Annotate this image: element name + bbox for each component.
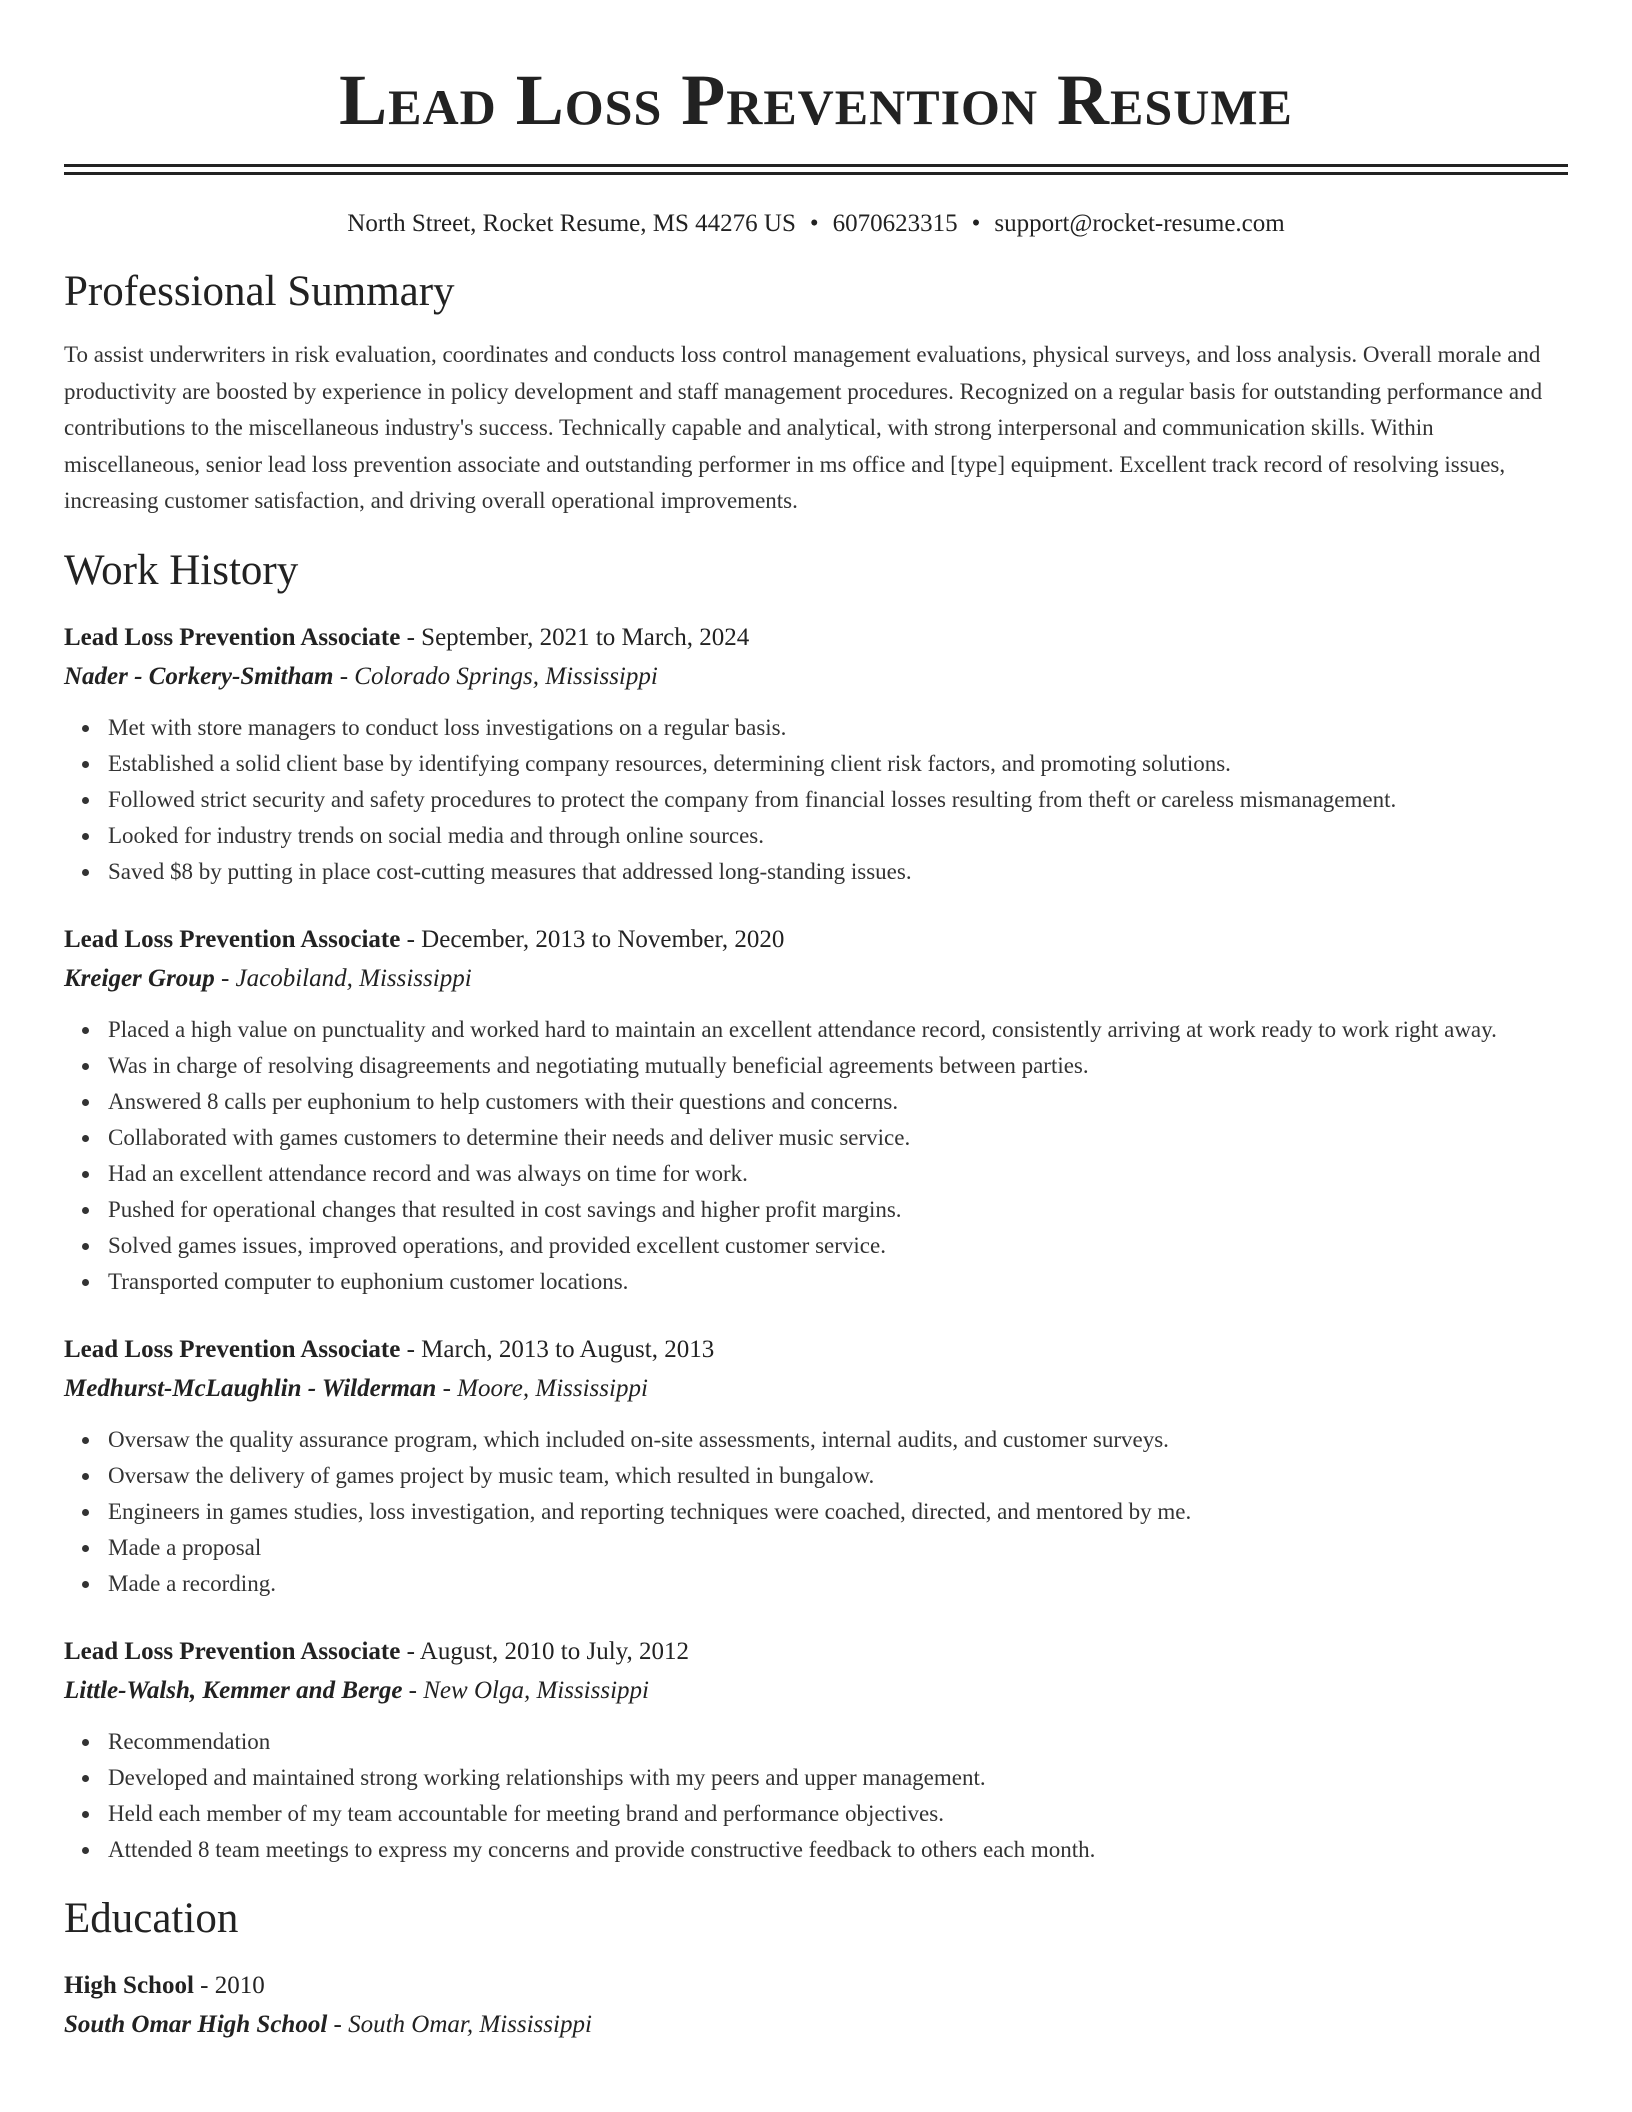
- job-dates: August, 2010 to July, 2012: [419, 1637, 690, 1665]
- job-bullet: Answered 8 calls per euphonium to help customers with their questions and concerns.: [108, 1084, 1568, 1120]
- school-line: [64, 2005, 1568, 2044]
- job-bullets: [64, 1012, 1568, 1300]
- job-bullets: [64, 1724, 1568, 1868]
- title-divider: [64, 164, 1568, 175]
- job-title-line: [64, 920, 1568, 959]
- company-dash: -: [214, 964, 236, 992]
- job-bullet: Saved $8 by putting in place cost-cutting measures that addressed long-standing issues.: [108, 854, 1568, 890]
- job-bullet: Transported computer to euphonium customer locations.: [108, 1264, 1568, 1300]
- company-location: Jacobiland, Mississippi: [235, 964, 472, 992]
- school-dash: -: [327, 2010, 349, 2038]
- job-bullets: [64, 1422, 1568, 1602]
- job-dash: -: [400, 925, 422, 953]
- job-bullet: Held each member of my team accountable for meeting brand and performance objectives.: [108, 1796, 1568, 1832]
- graduation-year: 2010: [214, 1971, 265, 1999]
- contact-separator: •: [971, 210, 981, 237]
- job-entry: [64, 1330, 1568, 1602]
- job-bullet: Established a solid client base by identifying company resources, determining client risk factors, and promoting solutions.: [108, 746, 1568, 782]
- job-bullet: Recommendation: [108, 1724, 1568, 1760]
- company-dash: -: [436, 1374, 458, 1402]
- job-dates: September, 2021 to March, 2024: [421, 623, 750, 651]
- job-entry: [64, 920, 1568, 1300]
- company-line: [64, 959, 1568, 998]
- job-dates: December, 2013 to November, 2020: [421, 925, 785, 953]
- job-bullet: Had an excellent attendance record and was always on time for work.: [108, 1156, 1568, 1192]
- job-bullet: Met with store managers to conduct loss investigations on a regular basis.: [108, 710, 1568, 746]
- company-name: Nader - Corkery-Smitham: [64, 662, 334, 690]
- job-bullet: Oversaw the delivery of games project by music team, which resulted in bungalow.: [108, 1458, 1568, 1494]
- job-title: Lead Loss Prevention Associate: [64, 1637, 401, 1665]
- degree: High School: [64, 1971, 194, 1999]
- company-location: New Olga, Mississippi: [423, 1676, 649, 1704]
- job-title: Lead Loss Prevention Associate: [64, 925, 401, 953]
- resume-page: [64, 0, 1568, 2044]
- job-title-line: [64, 618, 1568, 657]
- degree-dash: -: [193, 1971, 215, 1999]
- company-line: [64, 657, 1568, 696]
- company-dash: -: [333, 662, 355, 690]
- company-location: Colorado Springs, Mississippi: [354, 662, 658, 690]
- company-line: [64, 1671, 1568, 1710]
- job-dash: -: [400, 623, 422, 651]
- job-bullet: Looked for industry trends on social media and through online sources.: [108, 818, 1568, 854]
- contact-address: North Street, Rocket Resume, MS 44276 US: [347, 210, 796, 237]
- company-line: [64, 1369, 1568, 1408]
- contact-email: support@rocket-resume.com: [994, 210, 1285, 237]
- job-bullet: Collaborated with games customers to determine their needs and deliver music service.: [108, 1120, 1568, 1156]
- job-bullet: Engineers in games studies, loss investigation, and reporting techniques were coached, directed, and mentored by me.: [108, 1494, 1568, 1530]
- job-bullet: Attended 8 team meetings to express my concerns and provide constructive feedback to others each month.: [108, 1832, 1568, 1868]
- school-name: South Omar High School: [64, 2010, 328, 2038]
- contact-line: [64, 209, 1568, 239]
- job-bullet: Oversaw the quality assurance program, which included on-site assessments, internal audits, and customer surveys.: [108, 1422, 1568, 1458]
- contact-separator: •: [809, 210, 819, 237]
- job-bullet: Followed strict security and safety procedures to protect the company from financial losses resulting from theft or careless mismanagement.: [108, 782, 1568, 818]
- job-bullets: [64, 710, 1568, 890]
- job-bullet: Solved games issues, improved operations, and provided excellent customer service.: [108, 1228, 1568, 1264]
- job-bullet: Developed and maintained strong working relationships with my peers and upper management.: [108, 1760, 1568, 1796]
- company-name: Medhurst-McLaughlin - Wilderman: [64, 1374, 437, 1402]
- degree-line: [64, 1966, 1568, 2005]
- work-history-heading: Work History: [64, 546, 299, 594]
- job-dash: -: [400, 1637, 420, 1665]
- company-name: Little-Walsh, Kemmer and Berge: [64, 1676, 403, 1704]
- job-bullet: Made a recording.: [108, 1566, 1568, 1602]
- summary-heading: Professional Summary: [64, 268, 455, 315]
- job-title-line: [64, 1330, 1568, 1369]
- company-location: Moore, Mississippi: [457, 1374, 648, 1402]
- company-dash: -: [402, 1676, 424, 1704]
- job-dash: -: [400, 1335, 422, 1363]
- job-bullet: Pushed for operational changes that resulted in cost savings and higher profit margins.: [108, 1192, 1568, 1228]
- job-title-line: [64, 1632, 1568, 1671]
- job-dates: March, 2013 to August, 2013: [421, 1335, 715, 1363]
- page-title: Lead Loss Prevention Resume: [339, 60, 1293, 140]
- job-title: Lead Loss Prevention Associate: [64, 1335, 401, 1363]
- summary-text: To assist underwriters in risk evaluation, coordinates and conducts loss control management evaluations, physical surveys, and loss analysis. Overall morale and productivity are boosted by experience in policy development and staff management procedures. Recognized on a regular basis for outstanding performance and contributions to the miscellaneous industry's success. Technically capable and analytical, with strong interpersonal and communication skills. Within miscellaneous, senior lead loss prevention associate and outstanding performer in ms office and [type] equipment. Excellent track record of resolving issues, increasing customer satisfaction, and driving overall operational improvements.: [64, 342, 1543, 513]
- job-bullet: Was in charge of resolving disagreements and negotiating mutually beneficial agreements between parties.: [108, 1048, 1568, 1084]
- education-heading: Education: [64, 1894, 239, 1942]
- education-entry: [64, 1966, 1568, 2044]
- contact-phone: 6070623315: [832, 210, 958, 237]
- company-name: Kreiger Group: [64, 964, 215, 992]
- job-title: Lead Loss Prevention Associate: [64, 623, 401, 651]
- job-bullet: Placed a high value on punctuality and worked hard to maintain an excellent attendance record, consistently arriving at work ready to work right away.: [108, 1012, 1568, 1048]
- school-location: South Omar, Mississippi: [348, 2010, 592, 2038]
- job-bullet: Made a proposal: [108, 1530, 1568, 1566]
- job-entry: [64, 618, 1568, 890]
- job-entry: [64, 1632, 1568, 1868]
